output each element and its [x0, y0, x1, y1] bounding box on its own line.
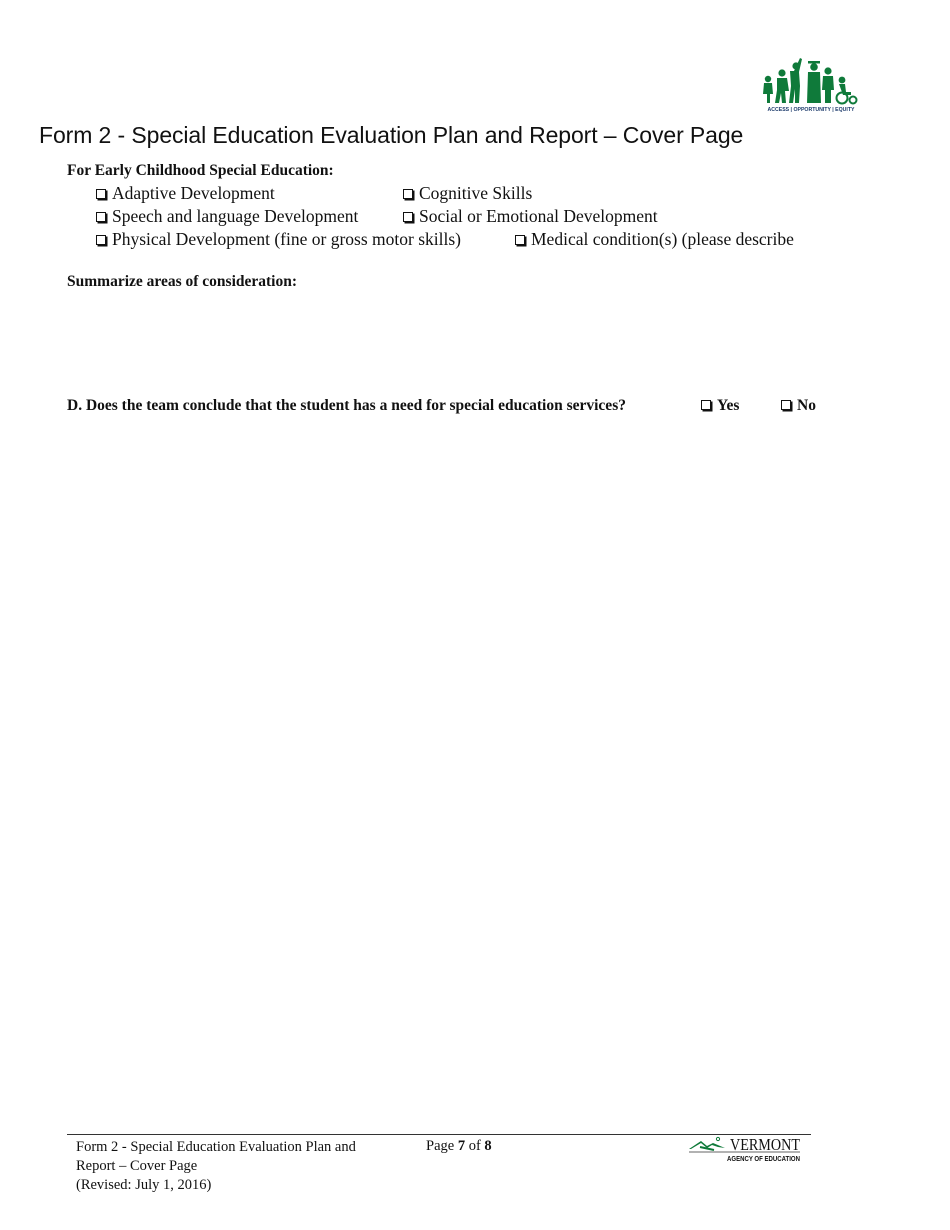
question-d-text: . Does the team conclude that the student has a need for special education services? — [78, 397, 626, 414]
option-adaptive-development[interactable]: Adaptive Development — [96, 183, 275, 204]
vermont-agency-logo — [688, 1136, 802, 1166]
checkbox-icon[interactable] — [701, 400, 711, 410]
checkbox-icon[interactable] — [96, 235, 106, 245]
yes-option[interactable]: Yes — [701, 397, 739, 415]
agency-subtitle: AGENCY OF EDUCATION — [727, 1156, 800, 1163]
option-medical-condition[interactable]: Medical condition(s) (please describe — [515, 229, 794, 250]
page-title: Form 2 - Special Education Evaluation Plan and Report – Cover Page — [39, 122, 744, 148]
question-d — [67, 397, 626, 415]
agency-logo — [758, 56, 864, 114]
checkbox-icon[interactable] — [515, 235, 525, 245]
option-social-emotional[interactable]: Social or Emotional Development — [403, 206, 658, 227]
vermont-mountain-icon — [688, 1136, 802, 1166]
checkbox-icon[interactable] — [96, 189, 106, 199]
option-speech-language[interactable]: Speech and language Development — [96, 206, 358, 227]
checkbox-icon[interactable] — [96, 212, 106, 222]
logo-tagline: ACCESS | OPPORTUNITY | EQUITY — [767, 107, 855, 113]
footer-form-title: Form 2 - Special Education Evaluation Plan and Report – Cover Page (Revised: July 1, 2016) — [76, 1139, 356, 1193]
summarize-label: Summarize areas of consideration: — [67, 273, 298, 290]
checkbox-icon[interactable] — [403, 189, 413, 199]
page-number: Page 7 of 8 — [426, 1138, 492, 1154]
no-option[interactable]: No — [781, 397, 816, 415]
ece-label: For Early Childhood Special Education: — [67, 162, 334, 179]
figures-logo-icon — [758, 56, 864, 114]
footer-divider — [67, 1134, 811, 1135]
option-cognitive-skills[interactable]: Cognitive Skills — [403, 183, 532, 204]
checkbox-icon[interactable] — [781, 400, 791, 410]
option-physical-development[interactable]: Physical Development (fine or gross motor skills) — [96, 229, 461, 250]
vermont-wordmark: VERMONT — [730, 1135, 801, 1154]
question-d-letter: D — [67, 397, 79, 414]
checkbox-icon[interactable] — [403, 212, 413, 222]
